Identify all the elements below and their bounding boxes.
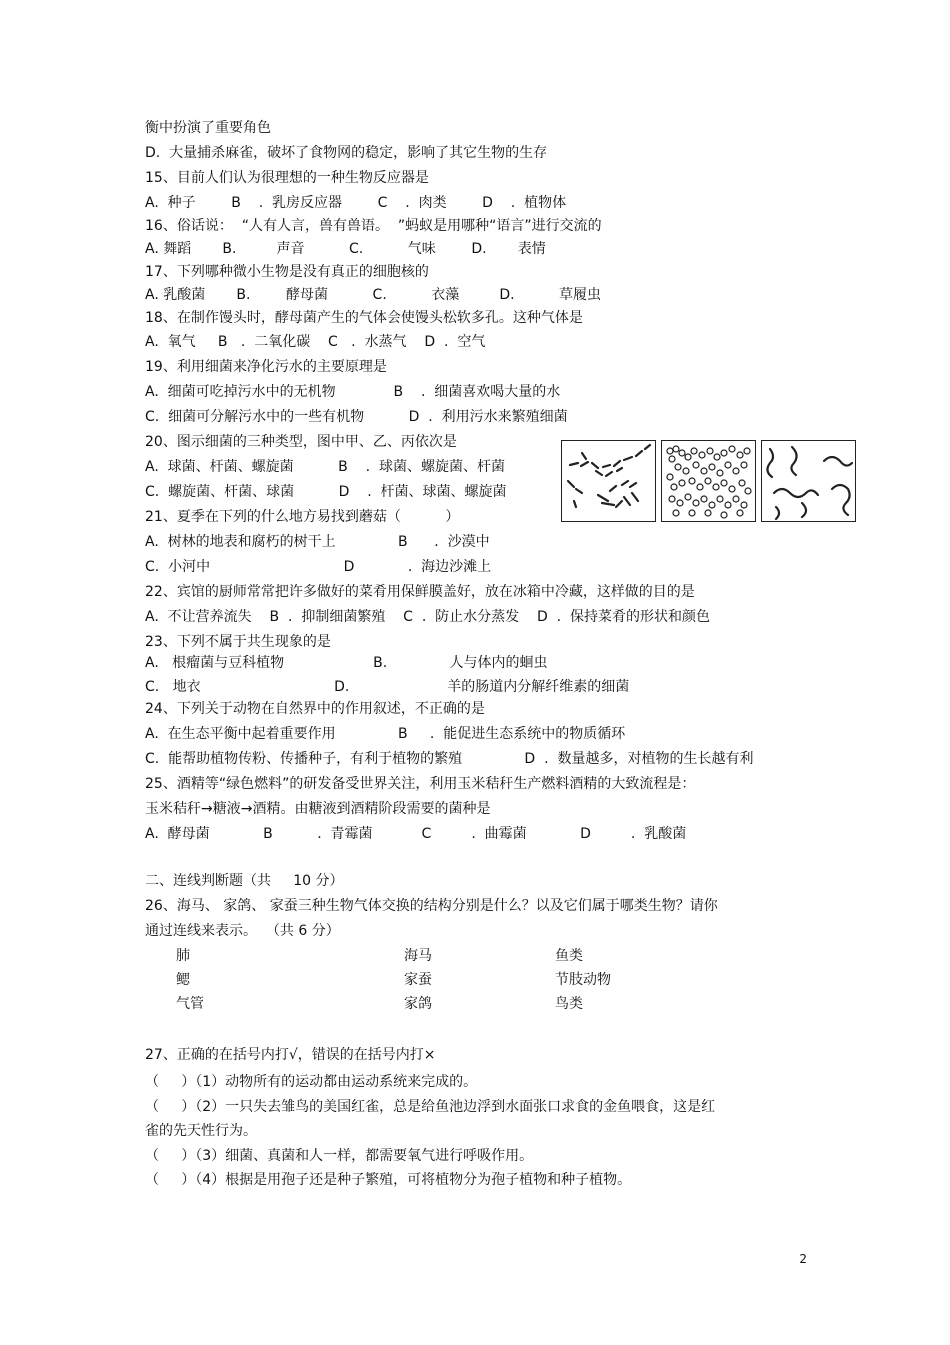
judgement-item: （ ）（3）细菌、真菌和人一样，都需要氧气进行呼吸作用。 [145, 1148, 534, 1164]
section-heading: 二、连线判断题（共 10 分） [145, 873, 344, 889]
match-middle-item: 家鸽 [404, 996, 432, 1012]
question-15: 15、目前人们认为很理想的一种生物反应器是 [145, 170, 429, 186]
question-20-option-cd: C. 螺旋菌、杆菌、球菌 D . 杆菌、球菌、螺旋菌 [145, 484, 507, 500]
question-22: 22、宾馆的厨师常常把许多做好的菜肴用保鲜膜盖好，放在冰箱中冷藏，这样做的目的是 [145, 584, 695, 600]
question-18: 18、在制作馒头时，酵母菌产生的气体会使馒头松软多孔。这种气体是 [145, 310, 583, 326]
question-24-option-ab: A. 在生态平衡中起着重要作用 B . 能促进生态系统中的物质循环 [145, 726, 626, 742]
question-16: 16、俗话说： “人有人言，兽有兽语。 ”蚂蚁是用哪种“语言”进行交流的 [145, 218, 602, 234]
judgement-item: （ ）（2）一只失去雏鸟的美国红雀，总是给鱼池边浮到水面张口求食的金鱼喂食，这是红 [145, 1099, 716, 1115]
question-17: 17、下列哪种微小生物是没有真正的细胞核的 [145, 264, 429, 280]
question-21-option-cd: C. 小河中 D . 海边沙滩上 [145, 559, 492, 575]
match-left-item: 气管 [176, 996, 204, 1012]
question-16-options: A. 舞蹈 B. 声音 C. 气味 D. 表情 [145, 241, 546, 257]
question-25: 25、酒精等“绿色燃料”的研发备受世界关注，利用玉米秸秆生产燃料酒精的大致流程是： [145, 776, 696, 792]
question-24: 24、下列关于动物在自然界中的作用叙述，不正确的是 [145, 701, 485, 717]
match-right-item: 鸟类 [555, 996, 583, 1012]
question-17-options: A. 乳酸菌 B. 酵母菌 C. 衣藻 D. 草履虫 [145, 287, 602, 303]
text-line: 衡中扮演了重要角色 [145, 120, 271, 136]
question-24-option-cd: C. 能帮助植物传粉、传播种子，有利于植物的繁殖 D . 数量越多，对植物的生长越有利 [145, 751, 754, 767]
rod-bacteria-icon [561, 440, 656, 522]
match-right-item: 鱼类 [555, 948, 583, 964]
question-18-options: A. 氧气 B . 二氧化碳 C . 水蒸气 D . 空气 [145, 334, 486, 350]
question-19-option-ab: A. 细菌可吃掉污水中的无机物 B . 细菌喜欢喝大量的水 [145, 384, 561, 400]
question-23-option-ab: A. 根瘤菌与豆科植物 B. 人与体内的蛔虫 [145, 655, 548, 671]
coccus-bacteria-icon [661, 440, 756, 522]
question-26-line-2: 通过连线来表示。 （共 6 分） [145, 923, 340, 939]
question-26: 26、海马、 家鸽、 家蚕三种生物气体交换的结构分别是什么？以及它们属于哪类生物？请你 [145, 898, 718, 914]
question-25-options: A. 酵母菌 B . 青霉菌 C . 曲霉菌 D . 乳酸菌 [145, 826, 687, 842]
option-line: D. 大量捕杀麻雀，破坏了食物网的稳定，影响了其它生物的生存 [145, 145, 548, 161]
judgement-item-continued: 雀的先天性行为。 [145, 1123, 257, 1139]
question-25-line-2: 玉米秸秆→糖液→酒精。由糖液到酒精阶段需要的菌种是 [145, 801, 491, 817]
match-left-item: 肺 [176, 948, 190, 964]
question-22-options: A. 不让营养流失 B . 抑制细菌繁殖 C . 防止水分蒸发 D . 保持菜肴的形状和颜色 [145, 609, 710, 625]
question-19-option-cd: C. 细菌可分解污水中的一些有机物 D . 利用污水来繁殖细菌 [145, 409, 568, 425]
match-middle-item: 家蚕 [404, 972, 432, 988]
question-20: 20、图示细菌的三种类型，图中甲、乙、丙依次是 [145, 434, 457, 450]
question-23-option-cd: C. 地衣 D. 羊的肠道内分解纤维素的细菌 [145, 679, 630, 695]
question-21-option-ab: A. 树林的地表和腐朽的树干上 B . 沙漠中 [145, 534, 490, 550]
page-number: 2 [799, 1252, 807, 1266]
judgement-item: （ ）（1）动物所有的运动都由运动系统来完成的。 [145, 1074, 478, 1090]
question-27: 27、正确的在括号内打√，错误的在括号内打× [145, 1047, 436, 1063]
match-middle-item: 海马 [404, 948, 432, 964]
question-19: 19、利用细菌来净化污水的主要原理是 [145, 359, 387, 375]
question-15-options: A. 种子 B . 乳房反应器 C . 肉类 D . 植物体 [145, 195, 567, 211]
judgement-item: （ ）（4）根据是用孢子还是种子繁殖，可将植物分为孢子植物和种子植物。 [145, 1172, 632, 1188]
question-21: 21、夏季在下列的什么地方易找到蘑菇（ ） [145, 509, 460, 525]
question-23: 23、下列不属于共生现象的是 [145, 634, 331, 650]
match-left-item: 鳃 [176, 972, 190, 988]
spiral-bacteria-icon [761, 440, 856, 522]
match-right-item: 节肢动物 [555, 972, 611, 988]
question-20-option-ab: A. 球菌、杆菌、螺旋菌 B . 球菌、螺旋菌、杆菌 [145, 459, 505, 475]
